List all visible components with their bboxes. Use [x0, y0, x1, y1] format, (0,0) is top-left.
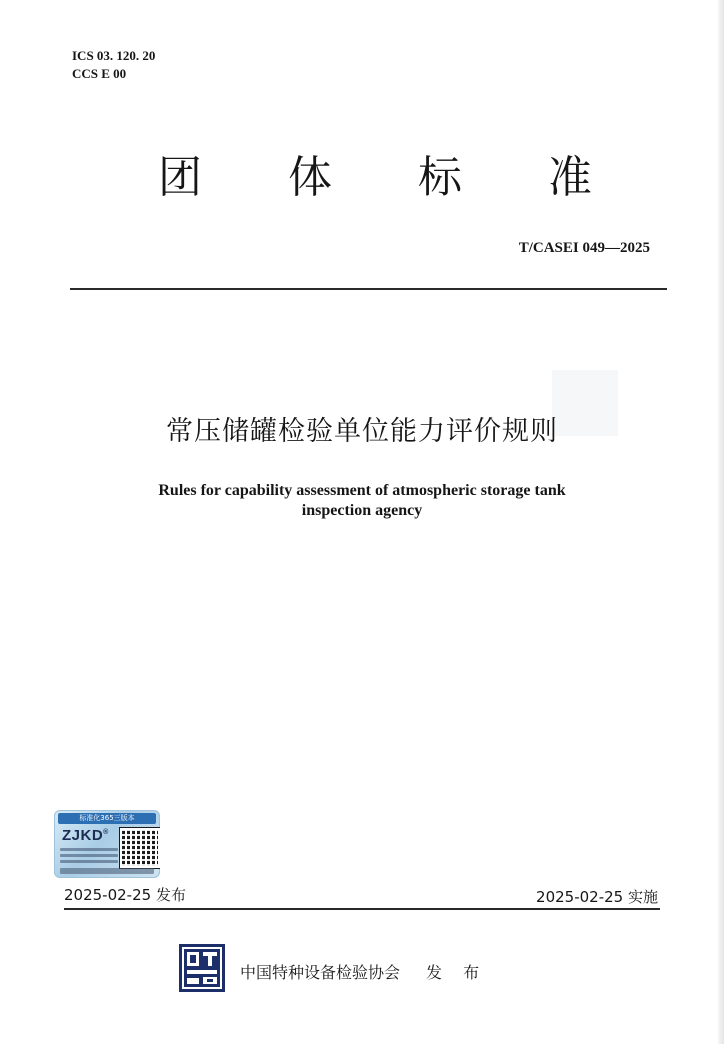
title-english [0, 481, 724, 521]
ccs-code: CCS E 00 [72, 66, 127, 81]
classification-codes [72, 47, 155, 83]
title-english-line: inspection agency [301, 502, 423, 519]
stamp-header: 标准化365三版本 [58, 813, 156, 824]
publisher-verb: 发 布 [426, 963, 488, 982]
registered-mark: ® [103, 829, 109, 836]
page-edge [718, 0, 724, 1044]
standard-type-char: 标 [418, 152, 462, 203]
ics-code: ICS 03. 120. 20 [72, 48, 156, 63]
standard-number: T/CASEI 049—2025 [518, 240, 650, 256]
stamp-fine-print [60, 848, 118, 866]
bottom-divider [64, 908, 660, 910]
standard-type-char: 准 [548, 152, 592, 203]
standard-type-char: 体 [288, 152, 332, 203]
implementation-date: 2025-02-25 实施 [536, 888, 658, 906]
standard-type-char: 团 [158, 152, 202, 203]
standard-type-heading [140, 150, 610, 206]
stamp-brand-text: ZJKD [62, 827, 104, 844]
issue-date: 2025-02-25 发布 [64, 886, 186, 904]
publisher-name: 中国特种设备检验协会 [240, 963, 401, 982]
qr-code-icon [120, 828, 160, 868]
title-english-line: Rules for capability assessment of atmospheric storage tank [158, 482, 566, 499]
anti-counterfeit-stamp [54, 810, 160, 878]
top-divider [70, 288, 667, 290]
stamp-brand [62, 827, 109, 844]
association-logo-icon [179, 944, 225, 992]
title-chinese: 常压储罐检验单位能力评价规则 [166, 416, 558, 447]
publisher-line [240, 960, 487, 983]
stamp-footer [60, 868, 154, 874]
